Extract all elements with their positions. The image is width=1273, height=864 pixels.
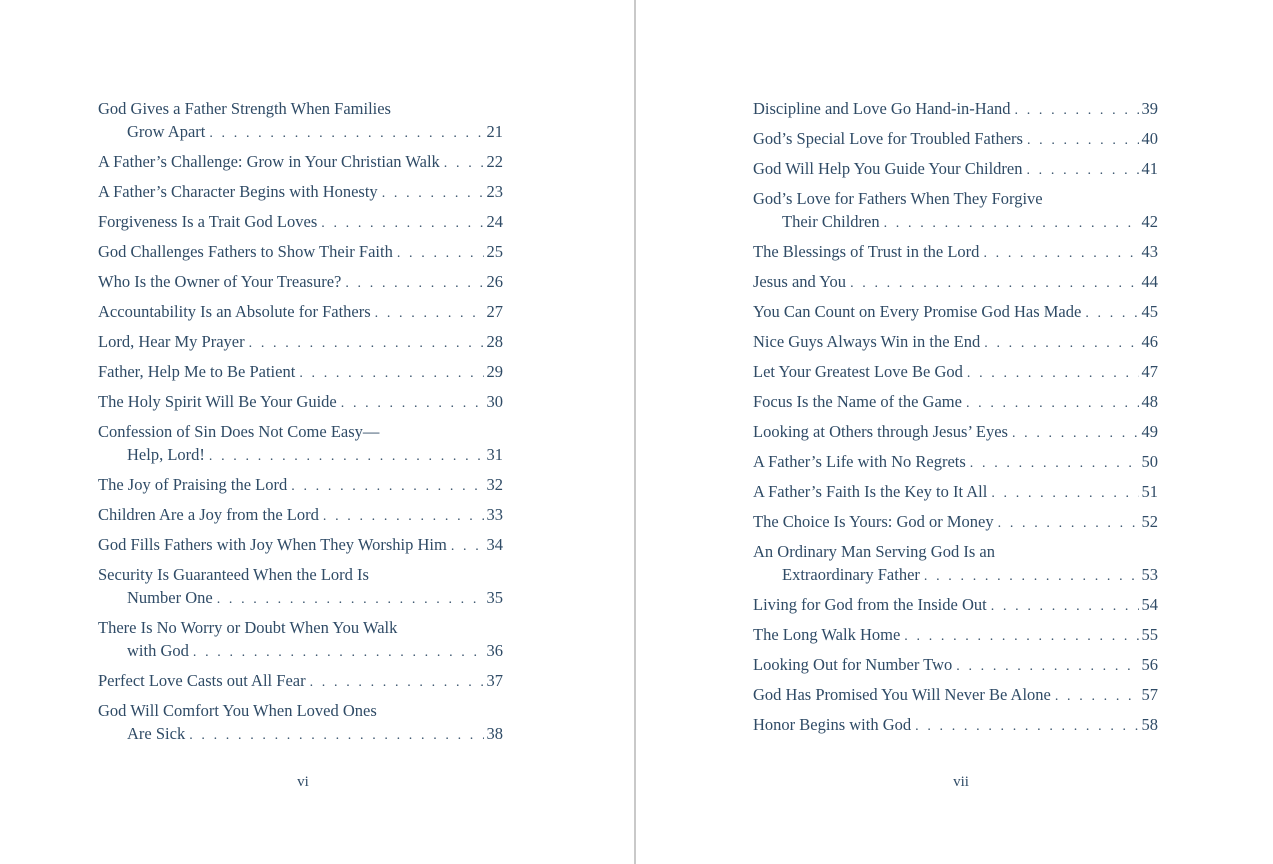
dot-leader [884,212,1139,235]
dot-leader [375,302,484,325]
toc-page-number: 33 [486,505,503,524]
toc-entry-line [753,270,1158,295]
toc-entry-title: The Blessings of Trust in the Lord [753,242,980,261]
toc-entry-title: A Father’s Life with No Regrets [753,452,966,471]
toc-entry-line [753,623,1158,648]
dot-leader [1085,302,1138,325]
dot-leader [991,482,1138,505]
dot-leader [967,362,1139,385]
left-page [0,0,635,864]
toc-page-number: 30 [486,392,503,411]
toc-entry-line [753,97,1158,122]
toc-list-right [753,97,1158,743]
toc-page-number: 25 [486,242,503,261]
toc-page-number: 58 [1141,715,1158,734]
toc-entry-title: Children Are a Joy from the Lord [98,505,319,524]
toc-entry [753,510,1158,535]
toc-entry-title: Let Your Greatest Love Be God [753,362,963,381]
toc-page-number: 45 [1141,302,1158,321]
toc-entry [98,563,503,611]
toc-page-number: 32 [486,475,503,494]
toc-page-number: 40 [1141,129,1158,148]
toc-page-number: 42 [1141,212,1158,231]
dot-leader [299,362,483,385]
dot-leader [451,535,484,558]
toc-entry-title: God Gives a Father Strength When Families [98,99,391,118]
toc-entry-title: God Challenges Fathers to Show Their Faith [98,242,393,261]
toc-entry [98,360,503,385]
toc-entry-title: Confession of Sin Does Not Come Easy— [98,422,380,441]
dot-leader [904,625,1138,648]
toc-entry-title: God Has Promised You Will Never Be Alone [753,685,1051,704]
toc-entry [753,360,1158,385]
toc-entry-line [98,300,503,325]
toc-entry-title: Looking Out for Number Two [753,655,953,674]
dot-leader [341,392,484,415]
toc-entry-title: God Will Help You Guide Your Children [753,159,1023,178]
toc-page-number: 48 [1141,392,1158,411]
toc-page-number: 34 [486,535,503,554]
dot-leader [1055,685,1139,708]
toc-entry [98,616,503,664]
toc-entry [98,210,503,235]
toc-page-number: 29 [486,362,503,381]
toc-list-left [98,97,503,752]
toc-entry [753,390,1158,415]
toc-page-number: 50 [1141,452,1158,471]
toc-page-number: 49 [1141,422,1158,441]
toc-entry-title: Living for God from the Inside Out [753,595,987,614]
toc-entry [753,187,1158,235]
toc-entry-title: Father, Help Me to Be Patient [98,362,296,381]
toc-entry [98,180,503,205]
toc-entry-line [98,473,503,498]
dot-leader [998,512,1139,535]
dot-leader [850,272,1138,295]
toc-entry-title: Forgiveness Is a Trait God Loves [98,212,318,231]
toc-page-number: 47 [1141,362,1158,381]
toc-entry [98,533,503,558]
toc-page-number: 56 [1141,655,1158,674]
toc-page-number: 41 [1141,159,1158,178]
toc-page-number: 51 [1141,482,1158,501]
toc-page-number: 21 [486,122,503,141]
toc-entry-line [98,330,503,355]
toc-entry [753,540,1158,588]
toc-entry-line [98,360,503,385]
toc-entry-line [98,503,503,528]
toc-page-number: 24 [486,212,503,231]
dot-leader [966,392,1139,415]
toc-entry-line [98,270,503,295]
toc-page-number: 36 [486,641,503,660]
toc-entry-title: Jesus and You [753,272,847,291]
dot-leader [345,272,483,295]
toc-entry-title: Accountability Is an Absolute for Fathers [98,302,371,321]
toc-entry [753,157,1158,182]
toc-entry [753,450,1158,475]
toc-page-number: 35 [486,588,503,607]
toc-entry-line [98,669,503,694]
toc-entry-title: The Long Walk Home [753,625,901,644]
dot-leader [991,595,1139,618]
toc-entry-title: You Can Count on Every Promise God Has Made [753,302,1082,321]
dot-leader [323,505,484,528]
dot-leader [444,152,484,175]
toc-entry-line [98,639,503,664]
dot-leader [249,332,484,355]
toc-page-number: 23 [486,182,503,201]
toc-page-number: 46 [1141,332,1158,351]
toc-entry-line [98,586,503,611]
toc-entry-line [98,443,503,468]
page-number-left: vi [297,774,309,790]
toc-entry-line [98,150,503,175]
toc-entry-line [98,210,503,235]
toc-entry-title: Honor Begins with God [753,715,912,734]
toc-entry-line [753,157,1158,182]
toc-entry-title-continued: Their Children [782,212,880,231]
toc-entry-title: The Choice Is Yours: God or Money [753,512,994,531]
dot-leader [1026,159,1138,182]
dot-leader [321,212,483,235]
toc-entry-title: The Joy of Praising the Lord [98,475,288,494]
toc-entry-line [753,360,1158,385]
toc-entry-line [98,533,503,558]
toc-entry-title: A Father’s Faith Is the Key to It All [753,482,988,501]
toc-page-number: 55 [1141,625,1158,644]
dot-leader [956,655,1138,678]
toc-entry [98,390,503,415]
toc-entry-line [753,683,1158,708]
toc-entry [98,270,503,295]
toc-entry-line [753,510,1158,535]
toc-entry [753,127,1158,152]
toc-page-number: 54 [1141,595,1158,614]
toc-entry-line [753,593,1158,618]
toc-page-number: 39 [1141,99,1158,118]
toc-entry-line [753,240,1158,265]
dot-leader [984,332,1138,355]
dot-leader [1012,422,1139,445]
toc-page-number: 57 [1141,685,1158,704]
toc-entry-title: Looking at Others through Jesus’ Eyes [753,422,1008,441]
dot-leader [189,724,483,747]
toc-entry [98,300,503,325]
toc-entry [98,699,503,747]
toc-entry-title: A Father’s Challenge: Grow in Your Christian Walk [98,152,440,171]
toc-entry-title: Lord, Hear My Prayer [98,332,245,351]
toc-entry-title: God Fills Fathers with Joy When They Worship Him [98,535,447,554]
toc-entry-line [98,240,503,265]
toc-entry-title: Nice Guys Always Win in the End [753,332,981,351]
toc-entry [753,623,1158,648]
toc-entry-title: God’s Love for Fathers When They Forgive [753,189,1043,208]
toc-entry [98,330,503,355]
toc-page-number: 43 [1141,242,1158,261]
toc-entry-line [753,450,1158,475]
toc-page-number: 26 [486,272,503,291]
dot-leader [217,588,484,611]
toc-entry-title: An Ordinary Man Serving God Is an [753,542,995,561]
toc-entry-title: Discipline and Love Go Hand-in-Hand [753,99,1011,118]
toc-entry-title: Security Is Guaranteed When the Lord Is [98,565,369,584]
right-page [637,0,1273,864]
toc-entry-title: The Holy Spirit Will Be Your Guide [98,392,337,411]
toc-entry-line [753,563,1158,588]
toc-entry-line [98,180,503,205]
toc-entry [753,593,1158,618]
toc-entry-title-continued: with God [127,641,189,660]
toc-page-number: 53 [1141,565,1158,584]
toc-page-number: 22 [486,152,503,171]
page-number-right: vii [953,774,969,790]
dot-leader [397,242,484,265]
toc-entry-title: God’s Special Love for Troubled Fathers [753,129,1023,148]
toc-entry [98,420,503,468]
dot-leader [915,715,1138,738]
toc-entry [98,97,503,145]
toc-page-number: 38 [486,724,503,743]
toc-entry-line [753,330,1158,355]
toc-page-number: 28 [486,332,503,351]
page-gutter [634,0,636,864]
toc-entry-line [753,653,1158,678]
toc-entry-title-continued: Help, Lord! [127,445,205,464]
toc-entry-line [98,120,503,145]
dot-leader [924,565,1139,588]
toc-entry-title-continued: Extraordinary Father [782,565,920,584]
dot-leader [1015,99,1139,122]
toc-entry [753,420,1158,445]
toc-entry-title: There Is No Worry or Doubt When You Walk [98,618,398,637]
toc-entry-line [753,210,1158,235]
toc-entry-title-continued: Are Sick [127,724,186,743]
dot-leader [970,452,1139,475]
toc-entry [753,270,1158,295]
dot-leader [1027,129,1139,152]
toc-entry-title: Who Is the Owner of Your Treasure? [98,272,342,291]
toc-page-number: 31 [486,445,503,464]
dot-leader [310,671,484,694]
toc-page-number: 44 [1141,272,1158,291]
toc-entry [753,97,1158,122]
toc-entry-line [753,713,1158,738]
toc-entry-line [753,480,1158,505]
toc-entry [753,653,1158,678]
toc-entry-line [98,722,503,747]
toc-entry-title-continued: Number One [127,588,213,607]
dot-leader [209,122,483,145]
toc-page-number: 37 [486,671,503,690]
dot-leader [983,242,1138,265]
toc-entry [753,713,1158,738]
toc-entry-line [753,300,1158,325]
toc-entry-title-continued: Grow Apart [127,122,206,141]
toc-entry [98,150,503,175]
toc-entry [98,240,503,265]
dot-leader [209,445,484,468]
toc-entry-line [753,390,1158,415]
toc-entry [753,240,1158,265]
dot-leader [193,641,484,664]
toc-entry-title: God Will Comfort You When Loved Ones [98,701,377,720]
toc-entry [753,683,1158,708]
toc-entry-title: Focus Is the Name of the Game [753,392,962,411]
toc-entry-line [98,390,503,415]
dot-leader [382,182,484,205]
toc-entry [753,300,1158,325]
toc-entry [98,503,503,528]
toc-entry [98,669,503,694]
toc-entry [753,480,1158,505]
toc-entry-line [753,420,1158,445]
toc-entry-line [753,127,1158,152]
toc-page-number: 27 [486,302,503,321]
toc-entry-title: A Father’s Character Begins with Honesty [98,182,378,201]
toc-page-number: 52 [1141,512,1158,531]
toc-entry [98,473,503,498]
toc-entry-title: Perfect Love Casts out All Fear [98,671,306,690]
dot-leader [291,475,483,498]
toc-entry [753,330,1158,355]
